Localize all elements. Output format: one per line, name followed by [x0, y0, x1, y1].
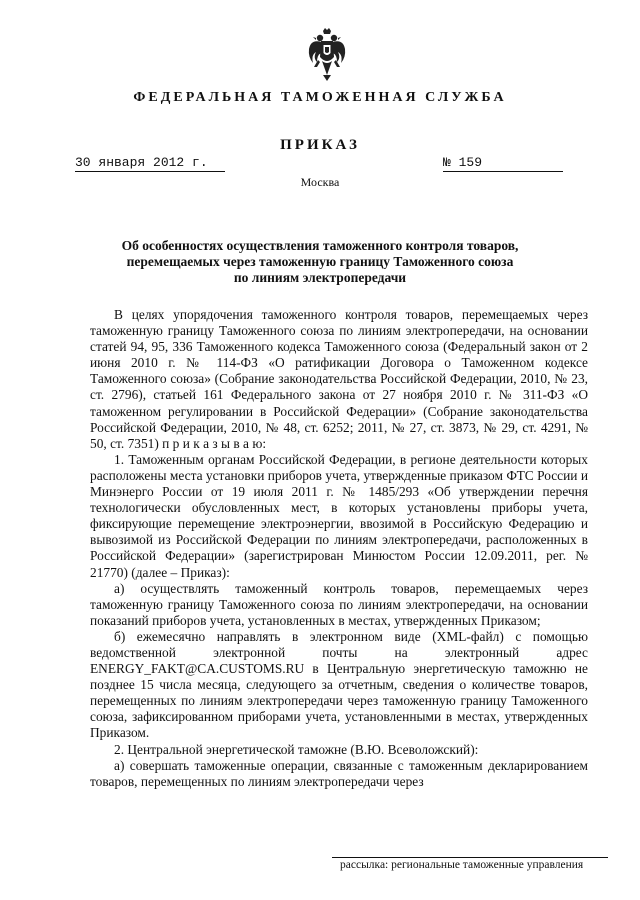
- order-title: [90, 238, 550, 286]
- item-1-paragraph: 1. Таможенным органам Российской Федерации, в регионе деятельности которых расположены места установки приборов учета, утвержденные приказом ФТС России и Минэнерго России от 19 июля 2011 г. № 1485/293 «Об утверждении перечня технологически обусловленных мест, в которых установлены приборы учета, фиксирующие перемещение электроэнергии, ввозимой в Российскую Федерацию и вывозимой из Российской Федерации по линиям электропередачи, расположенных в Российской Федерации» (зарегистрирован Минюстом России 12.09.2011, рег. № 21770) (далее – Приказ):: [90, 451, 588, 580]
- title-line: перемещаемых через таможенную границу Таможенного союза: [126, 254, 514, 269]
- preamble-paragraph: В целях упорядочения таможенного контроля товаров, перемещаемых через таможенную границу Таможенного союза по линиям электропередачи, на основании статей 94, 95, 336 Таможенного кодекса Таможенного союза (Федеральный закон от 2 июня 2010 г. № 114-ФЗ «О ратификации Договора о Таможенном кодексе Таможенного союза» (Собрание законодательства Российской Федерации, 2010, № 23, ст. 2796), статьей 161 Федерального закона от 27 ноября 2010 г. № 311-ФЗ «О таможенном регулировании в Российской Федерации» (Собрание законодательства Российской Федерации, 2010, № 48, ст. 6252; 2011, № 27, ст. 3873, № 29, ст. 4291, № 50, ст. 7351) п р и к а з ы в а ю:: [90, 307, 588, 451]
- item-1b-paragraph: б) ежемесячно направлять в электронном виде (XML-файл) с помощью ведомственной электронной почты на электронный адрес ENERGY_FAKT@CA.CUSTOMS.RU в Центральную энергетическую таможню не позднее 15 числа месяца, следующего за отчетным, сведения о количестве товаров, перемещенных по линиям электропередачи через таможенную границу Таможенного союза, зафиксированном приборами учета, установленными в местах, утвержденных Приказом.: [90, 628, 588, 741]
- document-type: ПРИКАЗ: [280, 137, 360, 153]
- agency-name: ФЕДЕРАЛЬНАЯ ТАМОЖЕННАЯ СЛУЖБА: [133, 90, 507, 105]
- item-2a-paragraph: а) совершать таможенные операции, связанные с таможенным декларированием товаров, перемещенных по линиям электропередачи через: [90, 757, 588, 789]
- order-body: [90, 307, 588, 790]
- item-1a-paragraph: а) осуществлять таможенный контроль товаров, перемещаемых через таможенную границу Таможенного союза по линиям электропередачи, на основании показаний приборов учета, установленных в местах, утвержденных Приказом;: [90, 580, 588, 628]
- distribution-note: рассылка: региональные таможенные управления: [340, 859, 584, 871]
- title-line: Об особенностях осуществления таможенного контроля товаров,: [121, 238, 519, 253]
- item-2-paragraph: 2. Центральной энергетической таможне (В.Ю. Всеволожский):: [114, 741, 479, 757]
- order-date: 30 января 2012 г.: [75, 155, 225, 172]
- title-line: по линиям электропередачи: [233, 270, 407, 285]
- order-number: № 159: [443, 155, 563, 172]
- footer-divider: [332, 857, 608, 858]
- city-name: Москва: [300, 175, 340, 189]
- coat-of-arms-emblem: [307, 27, 347, 83]
